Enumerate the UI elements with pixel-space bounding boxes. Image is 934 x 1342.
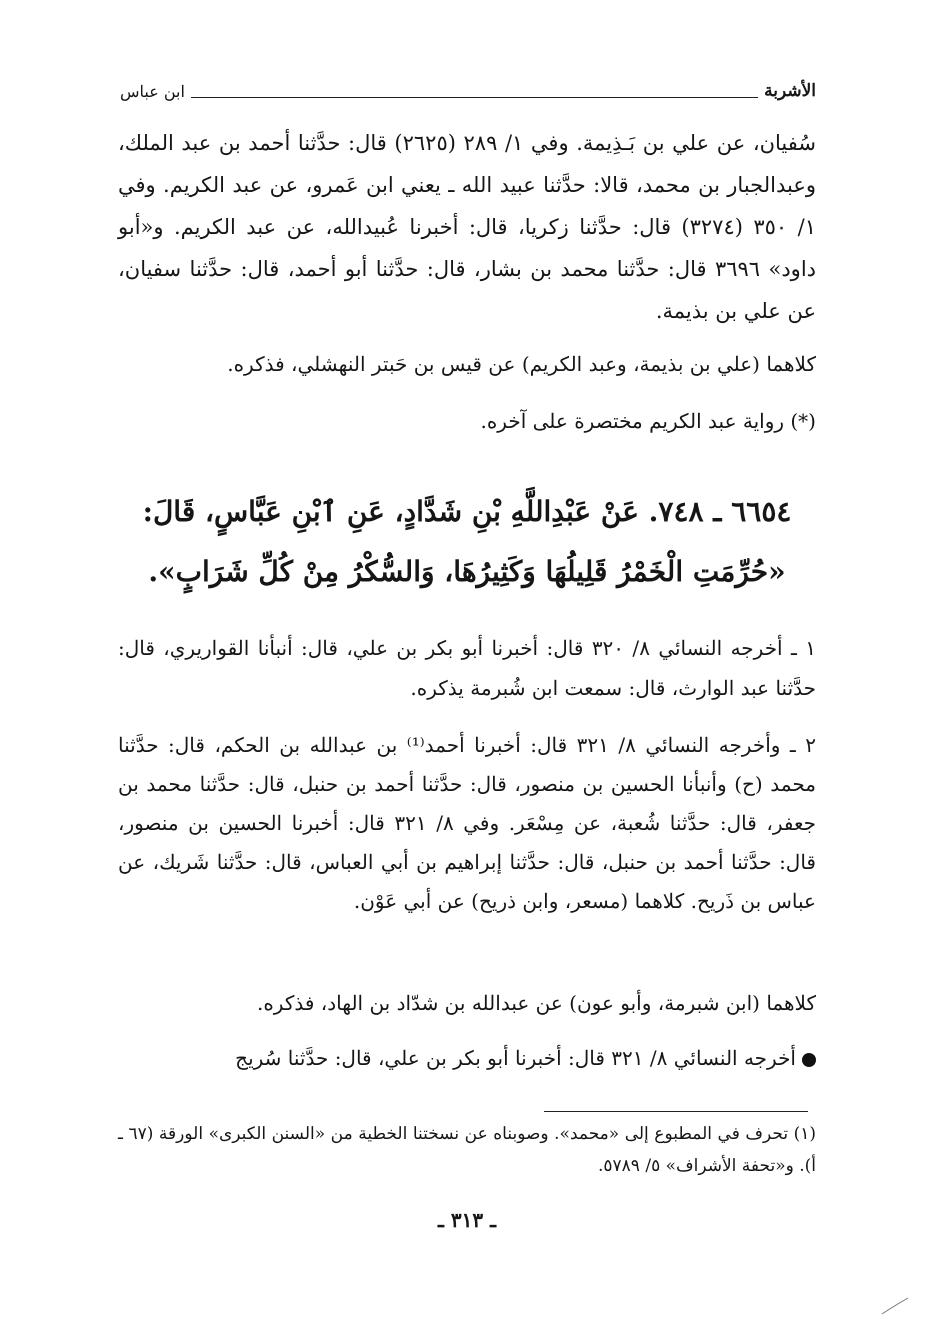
section-title: الأشربة	[764, 81, 816, 101]
narrator-name: ابن عباس	[120, 81, 185, 101]
paragraph-text: سُفيان، عن علي بن بَـذِيمة. وفي ١/ ٢٨٩ (٢٦٢٥) قال: حدَّثنا أحمد بن عبد الملك، وعبدالجبار بن محمد، قالا: حدَّثنا عبيد الله ـ يعني ابن عَمرو، عن عبد الكريم. وفي ١/ ٣٥٠ (٣٢٧٤) قال: حدَّثنا زكريا، قال: أخبرنا عُبيدالله، عن عبد الكريم. و«أبو داود» ٣٦٩٦ قال: حدَّثنا محمد بن بشار، قال: حدَّثنا أبو أحمد، قال: حدَّثنا سفيان، عن علي بن بذيمة.	[118, 131, 817, 323]
paragraph-text: ٢ ـ وأخرجه النسائي ٨/ ٣٢١ قال: أخبرنا أحمد⁽¹⁾ بن عبدالله بن الحكم، قال: حدَّثنا محمد (ح) وأنبأنا الحسين بن منصور، قال: حدَّثنا أحمد بن حنبل، قال: حدَّثنا محمد بن جعفر، قال: حدَّثنا شُعبة، عن مِسْعَر. وفي ٨/ ٣٢١ قال: أخبرنا الحسين بن منصور، قال: حدَّثنا أحمد بن حنبل، قال: حدَّثنا إبراهيم بن أبي العباس، قال: حدَّثنا شَريك، عن عباس بن ذَريح. كلاهما (مسعر، وابن ذريح) عن أبي عَوْن.	[118, 733, 816, 913]
paragraph-text: كلاهما (علي بن بذيمة، وعبد الكريم) عن قيس بن حَبتر النهشلي، فذكره.	[227, 352, 816, 376]
running-header	[120, 76, 816, 106]
takhrij-paragraph-1	[118, 628, 816, 708]
takhrij-paragraph-2	[118, 726, 816, 921]
note-paragraph	[118, 403, 816, 439]
summary-paragraph-2	[118, 985, 816, 1021]
paragraph-body: أخرجه النسائي ٨/ ٣٢١ قال: أخبرنا أبو بكر بن علي، قال: حدَّثنا سُريج	[235, 1046, 796, 1070]
chain-paragraph-1	[118, 122, 816, 332]
hadith-text	[118, 482, 816, 602]
pen-stroke-mark	[880, 1296, 910, 1316]
paragraph-text: ١ ـ أخرجه النسائي ٨/ ٣٢٠ قال: أخبرنا أبو بكر بن علي، قال: أنبأنا القواريري، قال: حدَّثنا عبد الوارث، قال: سمعت ابن شُبرمة يذكره.	[118, 636, 816, 700]
footnote: (١) تحرف في المطبوع إلى «محمد». وصوبناه عن نسختنا الخطية من «السنن الكبرى» الورقة (٦٧ ـ أ). و«تحفة الأشراف» ٥/ ٥٧٨٩.	[118, 1124, 817, 1176]
header-rule	[191, 97, 758, 98]
hadith-line-2: «حُرِّمَتِ الْخَمْرُ قَلِيلُهَا وَكَثِيرُهَا، وَالسُّكْرُ مِنْ كُلِّ شَرَابٍ».	[148, 555, 786, 588]
paragraph-text: كلاهما (ابن شبرمة، وأبو عون) عن عبدالله بن شدّاد بن الهاد، فذكره.	[256, 991, 816, 1015]
takhrij-paragraph-3	[118, 1040, 816, 1076]
summary-paragraph-1	[118, 346, 816, 382]
bullet-icon	[802, 1053, 816, 1067]
paragraph-text: (*) رواية عبد الكريم مختصرة على آخره.	[480, 409, 816, 433]
hadith-line-1: ٦٦٥٤ ـ ٧٤٨. عَنْ عَبْدِاللَّهِ بْنِ شَدَّادٍ، عَنِ ٱبْنِ عَبَّاسٍ، قَالَ:	[142, 495, 792, 528]
footnote-divider	[544, 1111, 808, 1112]
paragraph-text	[118, 1040, 816, 1076]
page-number: ـ ٣١٣ ـ	[438, 1208, 496, 1232]
